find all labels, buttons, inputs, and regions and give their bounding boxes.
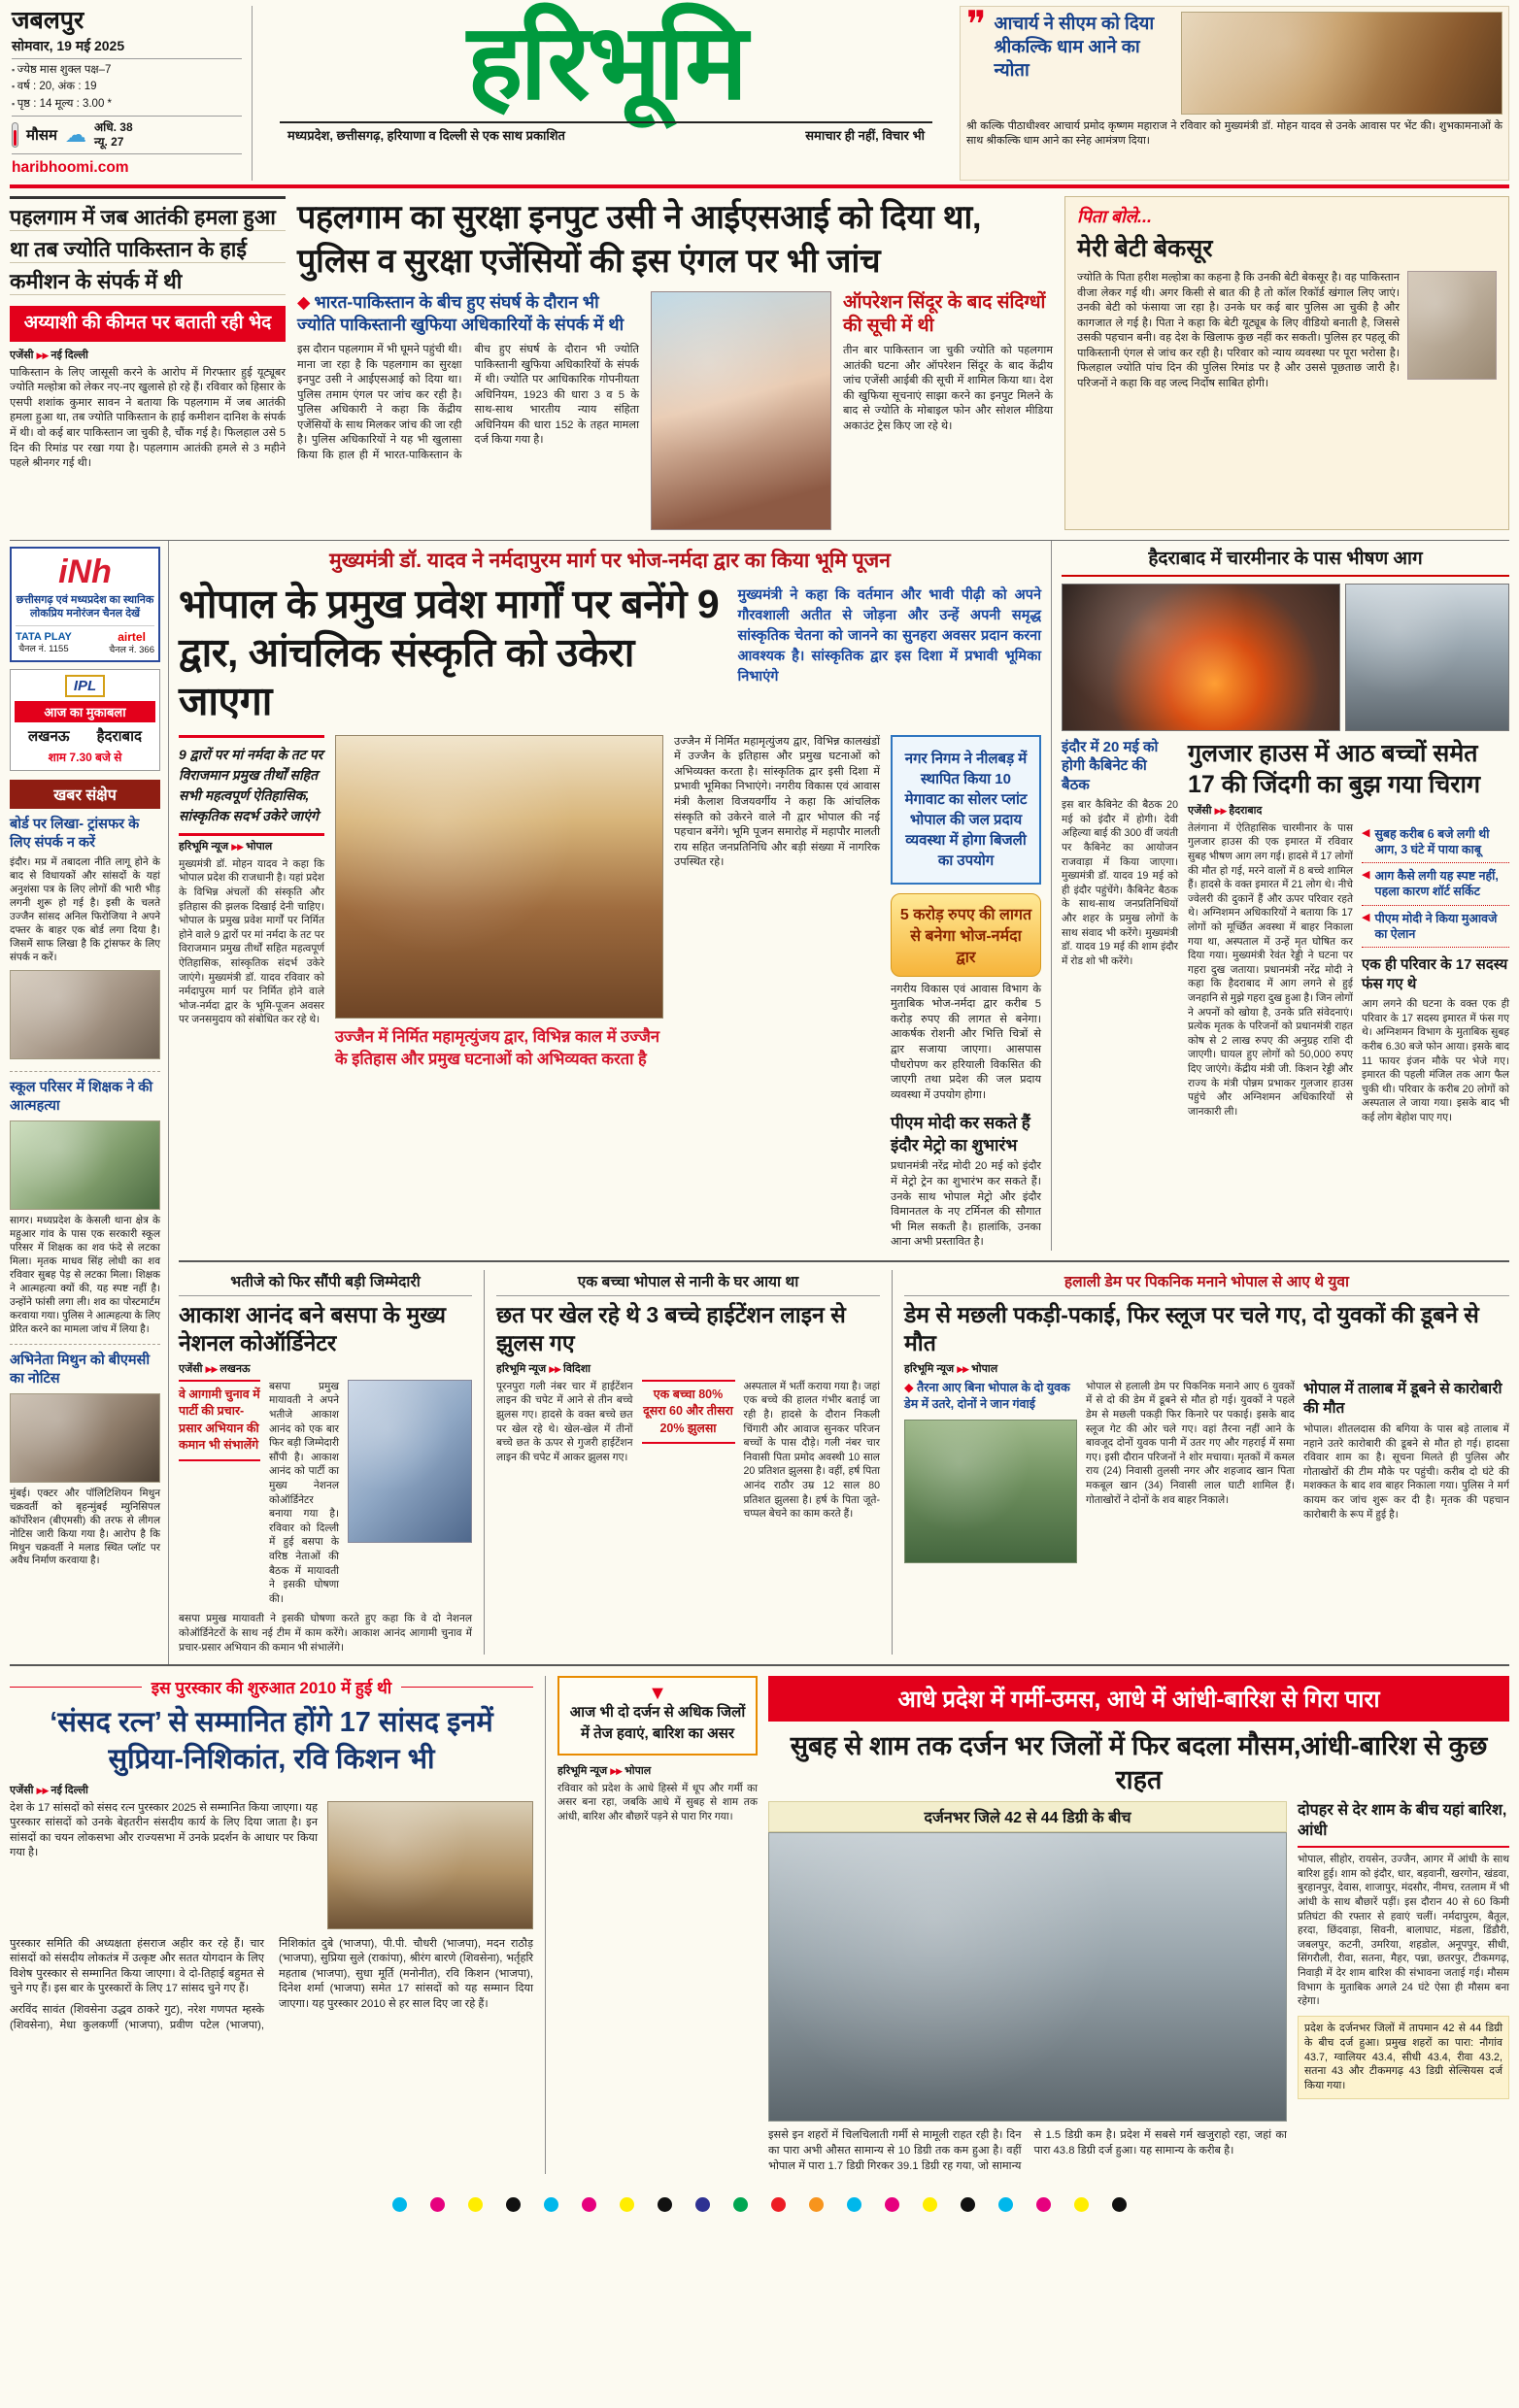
- registration-dot: [1112, 2197, 1127, 2212]
- dam-callout-photo-col: [904, 1380, 1077, 1563]
- fire-story-main: [1188, 738, 1509, 1125]
- lead-content-row: [297, 291, 1053, 530]
- byline-place: भोपाल: [624, 1764, 652, 1777]
- story-kicker: एक बच्चा भोपाल से नानी के घर आया था: [496, 1270, 880, 1296]
- fire-point-text: पीएम मोदी ने किया मुआवजे का ऐलान: [1374, 911, 1498, 941]
- byline-arrow-icon: [954, 1363, 971, 1375]
- rescue-boat-photo: [904, 1420, 1077, 1563]
- weather-temps: [94, 120, 133, 150]
- gates-and-fire-row: [179, 541, 1509, 1262]
- mayawati-akash-photo: [348, 1380, 472, 1543]
- children-body-2: अस्पताल में भर्ती कराया गया है। जहां एक बच्चे की हालत गंभीर बताई जा रही है। हादसे के दौरान निकली चिंगारी और आवाज सुनकर परिजन बच्चों के पास दौड़े। गली नंबर चार निवासी पिता प्रमोद अवस्थी 10 साल 20 प्रतिशत झुलसा है। वहीं, हर्ष पिता आनंद राठौर उम्र 12 साल 80 प्रतिशत झुलसा है। हर्ष के पिता जूते-चप्पल बेचने का काम करते हैं।: [743, 1380, 880, 1521]
- weather-photo-caption: दर्जनभर जिले 42 से 44 डिग्री के बीच: [768, 1801, 1287, 1832]
- byline-place: लखनऊ: [219, 1362, 251, 1375]
- brief-body: सागर। मध्यप्रदेश के केसली थाना क्षेत्र के महुआर गांव के पास एक सरकारी स्कूल परिसर में शिक्षक का शव फंदे से लटका मिला। मृतक माधव सिंह लोधी का शव रविवार सुबह पेड़ से लटका मिला। शिक्षक ने आत्महत्या क्यों की, यह स्पष्ट नहीं है। उन्होंने फांसी लगा ली। शव का पोस्टमार्टम करवाया गया। पुलिस ने आत्महत्या के लिए प्रेरित करने का मामला जांच में लिया है।: [10, 1216, 160, 1335]
- fire-byline: [1188, 803, 1509, 818]
- dam-callout: [904, 1380, 1077, 1414]
- bhopal-gates-story: [179, 541, 1051, 1251]
- lead-center-column: [297, 196, 1053, 530]
- story-content-row: [904, 1380, 1509, 1563]
- lead-photo-jyoti: [651, 291, 831, 530]
- weather-widget: [12, 117, 242, 154]
- airtel-channel: [109, 630, 154, 655]
- byline-agency: एजेंसी: [10, 349, 34, 361]
- akash-anand-story: [179, 1270, 472, 1655]
- lead-subhead-column: [297, 291, 639, 530]
- solar-plant-callout: नगर निगम ने नीलबड़ में स्थापित किया 10 मेगावाट का सोलर प्लांट भोपाल की जल प्रदाय व्यवस्था में होगा बिजली का उपयोग: [891, 735, 1041, 885]
- ear-photo-caption: श्री कल्कि पीठाधीश्वर आचार्य प्रमोद कृष्णम महाराज ने रविवार को मुख्यमंत्री डॉ. मोहन यादव से उनके आवास पर भेंट की। शुभकामनाओं के साथ श्रीकल्कि धाम आने का स्नेह आमंत्रण दिया।: [966, 120, 1502, 147]
- brief-title: स्कूल परिसर में शिक्षक ने की आत्महत्या: [10, 1079, 153, 1114]
- tata-play-channel: [16, 631, 72, 655]
- byline-agency: एजेंसी: [179, 1362, 203, 1375]
- dam-body: भोपाल से हलाली डेम पर पिकनिक मनाने आए 6 युवकों में से दो की डेम में डूबने से मौत हो गई। युवकों ने पहले डेम से मछली पकड़ी फिर किनारे पर पकाई। इसके बाद स्लूज गेट की ओर चले गए। वहां तैरना नहीं आने के बावजूद दोनों युवक पानी में उतर गए और गहराई में समा गए। इसी दौरान परिजनों ने शोर मचाया। मृतकों में कमल राय (24) निवासी तुलसी नगर और शहजाद खान पिता मकबूल खान (34) निवासी लाल घाटी शामिल हैं। गोताखोरों ने दोनों के शव बाहर निकाले।: [1086, 1380, 1295, 1506]
- fire-point: [1362, 863, 1509, 906]
- byline-place: भोपाल: [971, 1362, 998, 1375]
- website-url: haribhoomi.com: [12, 158, 129, 176]
- cost-box-body: नगरीय विकास एवं आवास विभाग के मुताबिक भोज-नर्मदा द्वार करीब 5 करोड़ रुपए की लागत से बनेगा। आकर्षक रोशनी और भित्ति चित्रों से द्वार सजाया जाएगा। आसपास पौधरोपण कर हरियाली विकसित की जाएगी तथा प्रदेश की जल प्रदाय व्यवस्था में उपयोग होगा।: [891, 983, 1041, 1101]
- registration-dot: [961, 2197, 975, 2212]
- edition-city: जबलपुर: [12, 7, 84, 34]
- metro-subhead: पीएम मोदी कर सकते हैं इंदौर मेट्रो का शुभारंभ: [891, 1114, 1030, 1155]
- ops-sindoor-body: तीन बार पाकिस्तान जा चुकी ज्योति को पहलगाम आतंकी घटना और ऑपरेशन सिंदूर के बाद केंद्रीय जांच एजेंसी आईबी की सूची में शामिल किया था। देश की खुफिया सूचनाएं साझा करने का इनपुट मिलने के बाद से ज्योति के मोबाइल फोन और सोशल मीडिया अकाउंट ट्रेस किए जा रहे थे।: [843, 345, 1053, 432]
- father-photo: [1407, 271, 1497, 380]
- weather-body-1: रविवार को प्रदेश के आधे हिस्से में धूप और गर्मी का असर बना रहा, जबकि आधे में सुबह से शाम तक आंधी, बारिश और बौछारें पड़ने से पारा गिर गया।: [557, 1782, 758, 1823]
- left-rail: [10, 541, 169, 1665]
- masthead-center: [262, 3, 950, 181]
- sansad-ratna-story: [10, 1676, 546, 2174]
- weather-alert-text: आज भी दो दर्जन से अधिक जिलों में तेज हवाएं, बारिश का असर: [569, 1704, 746, 1743]
- brief-title: अभिनेता मिथुन को बीएमसी का नोटिस: [10, 1352, 151, 1387]
- father-kicker: पिता बोले...: [1077, 206, 1152, 226]
- lead-subhead: [297, 291, 639, 337]
- byline-place: नई दिल्ली: [51, 1784, 88, 1796]
- thermometer-icon: [12, 122, 18, 148]
- registration-dot: [1036, 2197, 1051, 2212]
- fire-side-column: [1362, 821, 1509, 1125]
- story-headline: आकाश आनंद बने बसपा के मुख्य नेशनल कोऑर्डिनेटर: [179, 1301, 447, 1356]
- registration-dot: [771, 2197, 786, 2212]
- middle-band: [10, 541, 1509, 1667]
- tagline-publications: मध्यप्रदेश, छत्तीसगढ़, हरियाणा व दिल्ली से एक साथ प्रकाशित: [287, 127, 565, 143]
- ipl-team-1: लखनऊ: [28, 728, 70, 746]
- temperature-stats: प्रदेश के दर्जनभर जिलों में तापमान 42 से 44 डिग्री के बीच दर्ज हुआ। प्रमुख शहरों का पारा: नौगांव 43.7, ग्वालियर 43.4, सीधी 43.4, रीवा 43.2, सतना 43 और टीकमगढ़ 43 डिग्री सेल्सियस दर्ज किया गया।: [1298, 2016, 1509, 2099]
- weather-photo-block: [768, 1801, 1287, 2174]
- byline-place: भोपाल: [246, 840, 273, 853]
- fire-point: [1362, 821, 1509, 864]
- gates-headline: भोपाल के प्रमुख प्रवेश मार्गों पर बनेंगे 9 द्वार, आंचलिक संस्कृति को उकेरा जाएगा: [179, 581, 720, 723]
- sansad-kicker: [10, 1676, 533, 1698]
- registration-dot: [658, 2197, 672, 2212]
- fire-content-row: [1062, 738, 1509, 1125]
- edition-detail-line: ▪ वर्ष : 20, अंक : 19: [12, 79, 242, 96]
- byline-place: हैदराबाद: [1229, 804, 1263, 817]
- story-byline: [904, 1361, 1509, 1376]
- brief-body: इंदौर। मप्र में तबादला नीति लागू होने के बाद से विधायकों और सांसदों के यहां अनुशंसा पत्र के लिए लोगों की भारी भीड़ लगनी शुरू हो गई है। इसी के चलते उज्जैन सांसद अनिल फिरोजिया ने अपने दफ्तर के बाहर एक बोर्ड लगा दिया है। जिसमें साफ लिखा है कि ट्रांसफर के लिए संपर्क न करें।: [10, 857, 160, 963]
- children-body-1: पूरनपुरा गली नंबर चार में हाईटेंशन लाइन की चपेट में आने से तीन बच्चे झुलस गए। हादसे के वक्त बच्चे छत पर खेल रहे थे। खेल-खेल में तीनों बच्चे छत के ऊपर से गुजरी हाईटेंशन लाइन की चपेट में आकर झुलस गए।: [496, 1380, 633, 1463]
- weather-right-col: [1298, 1801, 1509, 2174]
- cabinet-brief-body: इस बार कैबिनेट की बैठक 20 मई को इंदौर में होगी। देवी अहिल्या बाई की 300 वीं जयंती पर कैबिनेट का आयोजन राजवाड़ा में किया जाएगा। मुख्यमंत्री डॉ. यादव 19 मई को ही इंदौर पहुंचेंगे। कैबिनेट बैठक के साथ-साथ जनप्रतिनिधियों और शहर के प्रमुख लोगों के साथ संवाद भी करेंगे। मुख्यमंत्री डॉ. यादव 19 मई की शाम इंदौर में रोड शो भी करेंगे।: [1062, 799, 1178, 967]
- story-headline: डेम से मछली पकड़ी-पकाई, फिर स्लूज पर चले गए, दो युवकों की डूबने से मौत: [904, 1301, 1479, 1356]
- gates-body-column: [674, 735, 880, 1251]
- registration-dot: [695, 2197, 710, 2212]
- edition-details: [12, 59, 242, 117]
- weather-byline: [557, 1763, 758, 1778]
- fire-family-subhead: एक ही परिवार के 17 सदस्य फंस गए थे: [1362, 956, 1508, 992]
- gates-intro: मुख्यमंत्री ने कहा कि वर्तमान और भावी पीढ़ी को अपने गौरवशाली अतीत से जोड़ना और उन्हें अपनी समृद्ध सांस्कृतिक चेतना को जानने का सुनहरा अवसर प्रदान करना आवश्यक है। सांस्कृतिक द्वार इस दिशा में प्रभावी भूमिका निभाएंगे: [737, 586, 1041, 685]
- lead-body-1: पाकिस्तान के लिए जासूसी करने के आरोप में गिरफ्तार हुई यूट्यूबर ज्योति मल्होत्रा को लेकर नए-नए खुलासे हो रहे हैं। रविवार को हिसार के एसपी शशांक कुमार सावन ने बताया कि पहलगाम में जब आतंकी हमला हुआ था, तब ज्योति पाकिस्तान के हाई कमीशन दानिश के संपर्क में थी। वो कई बार पाकिस्तान जा चुकी है, चौंक गई है। फिलहाल उसे 5 दिन की रिमांड पर रखा गया है। पहलगाम आतंकी हमले से 3 महीने पहले श्रीनगर गई थी।: [10, 366, 286, 470]
- sansad-headline: ‘संसद रत्न’ से सम्मानित होंगे 17 सांसद इनमें सुप्रिया-निशिकांत, रवि किशन भी: [50, 1707, 493, 1775]
- diamond-bullet-icon: ◆: [904, 1380, 918, 1394]
- registration-dot: [430, 2197, 445, 2212]
- byline-agency: हरिभूमि न्यूज: [904, 1362, 955, 1375]
- sansad-mp-names: अरविंद सावंत (शिवसेना उद्धव ठाकरे गुट), नरेश गणपत म्हस्के (शिवसेना), मेधा कुलकर्णी (भाजपा), प्रवीण पटेल (भाजपा), निशिकांत दुबे (भाजपा), पी.पी. चौधरी (भाजपा), मदन राठौड़ (भाजपा), सुप्रिया सुले (राकांपा), श्रीरंग बारणे (शिवसेना), भर्तृहरि महताब (भाजपा), सुधा मूर्ति (मनोनीत), रवि किशन (भाजपा), दिनेश शर्मा (भाजपा) समेत 17 सांसदों को यह सम्मान दिया जाएगा। यह पुरस्कार 2010 से हर साल दिए जा रहे हैं।: [10, 1937, 533, 2031]
- story-callout-col: [179, 1380, 260, 1607]
- registration-dot: [998, 2197, 1013, 2212]
- lead-body-2: इस दौरान पहलगाम में भी घूमने पहुंची थी। माना जा रहा है कि पहलगाम का सुरक्षा इनपुट उसी ने आईएसआई को दिया था। पुलिस तमाम एंगल पर जांच कर रही है। पुलिस अधिकारी ने कहा कि केंद्रीय एजेंसियों के साथ मिलकर जांच की जा रही है। पुलिस अधिकारियों ने यह भी खुलासा किया कि हाल ही में भारत-पाकिस्तान के बीच हुए संघर्ष के दौरान भी ज्योति पाकिस्तानी खुफिया अधिकारियों के संपर्क में थी। ज्योति पर आधिकारिक गोपनीयता अधिनियम, 1923 की धारा 3 व 5 के साथ-साथ भारतीय न्याय संहिता अधिनियम की धारा 152 के तहत मामला दर्ज किया गया है।: [297, 343, 639, 461]
- fire-point-text: सुबह करीब 6 बजे लगी थी आग, 3 घंटे में पाया काबू: [1374, 826, 1490, 856]
- gates-right-column: [891, 735, 1041, 1251]
- father-statement-box: [1064, 196, 1509, 530]
- fire-family-body: आग लगने की घटना के वक्त एक ही परिवार के 17 सदस्य इमारत में फंस गए थे। अग्निशमन विभाग के मुताबिक सुबह करीब 6.30 बजे फोन आया। इसके बाद 11 फायर इंजन मौके पर भेजे गए। इमारत की पहली मंजिल तक आग फैल चुकी थी। परिवार के करीब 20 लोगों को अस्पताल ले जाया गया। इसके बाद भी कई लोग बेहोश पाए गए।: [1362, 998, 1509, 1124]
- registration-dot: [544, 2197, 558, 2212]
- pond-substory-col: [1303, 1380, 1509, 1563]
- weather-banner: आधे प्रदेश में गर्मी-उमस, आधे में आंधी-बारिश से गिरा पारा: [768, 1676, 1509, 1722]
- lead-subhead-text: भारत-पाकिस्तान के बीच हुए संघर्ष के दौरान भी ज्योति पाकिस्तानी खुफिया अधिकारियों के संपर्क में थी: [297, 291, 624, 335]
- airtel-logo: airtel: [118, 630, 146, 645]
- ops-sindoor-column: [843, 291, 1053, 530]
- gates-red-subhead: उज्जैन में निर्मित महामृत्युंजय द्वार, विभिन्न काल में उज्जैन के इतिहास और प्रमुख घटनाओं को अभिव्यक्त करता है: [335, 1027, 660, 1068]
- pond-substory-title: भोपाल में तालाब में डूबने से कारोबारी की मौत: [1303, 1380, 1502, 1417]
- byline-place: नई दिल्ली: [51, 349, 88, 361]
- edition-detail-line: ▪ ज्येष्ठ मास शुक्ल पक्ष–7: [12, 62, 242, 80]
- fire-headline: गुलजार हाउस में आठ बच्चों समेत 17 की जिंदगी का बुझ गया चिराग: [1188, 739, 1481, 798]
- lead-left-column: [10, 196, 286, 530]
- bottom-band: [10, 1666, 1509, 2182]
- fire-photo: [1062, 584, 1340, 731]
- dam-callout-text: तैरना आए बिना भोपाल के दो युवक डेम में उतरे, दोनों ने जान गंवाई: [904, 1380, 1070, 1412]
- registration-dot: [1074, 2197, 1089, 2212]
- left-arrow-icon: ◀: [1362, 869, 1370, 882]
- byline-arrow-icon: [546, 1363, 563, 1375]
- lead-red-box-title: अय्याशी की कीमत पर बताती रही भेद: [10, 306, 286, 342]
- tata-play-logo: TATA PLAY: [16, 630, 72, 643]
- weather-content-row: [768, 1801, 1509, 2174]
- gates-callout-column: [179, 735, 324, 1251]
- edition-date: सोमवार, 19 मई 2025: [12, 35, 242, 59]
- gates-body-1: मुख्यमंत्री डॉ. मोहन यादव ने कहा कि भोपाल प्रदेश की राजधानी है। यहां प्रदेश के विभिन्न अंचलों की संस्कृति और इतिहास की झलक दिखाई देनी चाहिए। भोपाल के प्रमुख प्रवेश मार्गों पर निर्मित होने वाले 9 द्वारों पर मां नर्मदा के तट पर विराजमान प्रमुख तीर्थों सहित महत्वपूर्ण ऐतिहासिक, सांस्कृतिक संदर्भ उकेरे जाएंगे। मुख्यमंत्री डॉ. यादव रविवार को नर्मदापुरम मार्ग पर निर्मित होने वाले भोज-नर्मदा द्वार के भूमि-पूजन अवसर पर जनसमुदाय को संबोधित कर रहे थे।: [179, 857, 324, 1026]
- gates-kicker: मुख्यमंत्री डॉ. यादव ने नर्मदापुरम मार्ग पर भोज-नर्मदा द्वार का किया भूमि पूजन: [329, 549, 891, 572]
- metro-body: प्रधानमंत्री नरेंद्र मोदी 20 मई को इंदौर में मेट्रो ट्रेन का शुभारंभ कर सकते हैं। उनके साथ भोपाल मेट्रो और इंदौर विमानतल के नए टर्मिनल की सौगात भी मिल सकती है। हालांकि, उनका आना अभी प्रस्तावित है।: [891, 1160, 1041, 1249]
- byline-arrow-icon: [1212, 805, 1230, 817]
- registration-dot: [468, 2197, 483, 2212]
- father-body: ज्योति के पिता हरीश मल्होत्रा का कहना है कि उनकी बेटी बेकसूर है। वह पाकिस्तान वीजा लेकर गई थी। अगर किसी से बात की है तो कॉल रिकॉर्ड खंगाल लिए जाएं। उनकी बेटी को फंसाया जा रहा है। उनके घर कई बार पुलिस आ चुकी है और कागजात ले गई है। पिता ने कहा कि बेटी यूट्यूब के लिए वीडियो बनाती है, जिससे उसकी पहचान बनी। वह देश के खिलाफ कुछ नहीं कर सकती। पुलिस हर पहलू की पाकिस्तानी एंगल से जांच कर रही है। परिवार को न्याय व्यवस्था पर पूरा भरोसा है। फिलहाल ज्योति पांच दिन की पुलिस रिमांड पर है और उससे पूछताछ जारी है। परिजनों ने कहा कि वह जल्द निर्दोष साबित होगी।: [1077, 271, 1400, 389]
- ops-sindoor-title: ऑपरेशन सिंदूर के बाद संदिग्धों की सूची में थी: [843, 291, 1046, 337]
- sansad-byline: [10, 1783, 533, 1797]
- byline-arrow-icon: [607, 1765, 624, 1777]
- sansad-kicker-text: इस पुरस्कार की शुरुआत 2010 में हुई थी: [151, 1679, 392, 1698]
- byline-agency: हरिभूमि न्यूज: [557, 1764, 608, 1777]
- rain-street-photo: [768, 1832, 1287, 2122]
- news-brief-mithun: [10, 1345, 160, 1576]
- story-byline: [179, 1361, 472, 1376]
- down-arrow-icon: ▼: [648, 1683, 667, 1705]
- cabinet-brief-title: इंदौर में 20 मई को होगी कैबिनेट की बैठक: [1062, 738, 1159, 793]
- masthead: [10, 3, 1509, 181]
- weather-top-row: [557, 1676, 1509, 2174]
- ipl-match-label: आज का मुकाबला: [15, 701, 155, 722]
- inh-ad-text: छत्तीसगढ़ एवं मध्यप्रदेश का स्थानिक लोकप्रिय मनोरंजन चैनल देखें: [16, 593, 154, 619]
- registration-dot: [392, 2197, 407, 2212]
- father-title: मेरी बेटी बेकसूर: [1077, 234, 1213, 262]
- brief-body: मुंबई। एक्टर और पॉलिटिशियन मिथुन चक्रवर्ती को बृहन्मुंबई म्युनिसिपल कॉर्पोरेशन (बीएमसी) की तरफ से लीगल नोटिस जारी किया गया है। आरोप है कि मिथुन चक्रवर्ती ने मलाड स्थित प्लॉट पर अवैध निर्माण करवाया है।: [10, 1488, 160, 1567]
- gates-byline: [179, 839, 324, 853]
- registration-dot: [620, 2197, 634, 2212]
- weather-main-col: [768, 1676, 1509, 2174]
- cost-highlight-box: 5 करोड़ रुपए की लागत से बनेगा भोज-नर्मदा द्वार: [891, 893, 1041, 977]
- masthead-taglines: [280, 121, 932, 144]
- brief-photo-school: [10, 1120, 160, 1210]
- weather-headline: सुबह से शाम तक दर्जन भर जिलों में फिर बदला मौसम,आंधी-बारिश से कुछ राहत: [790, 1731, 1488, 1795]
- fire-photos-row: [1062, 584, 1509, 731]
- channel-numbers: [16, 625, 154, 655]
- fire-point: [1362, 906, 1509, 949]
- gates-content-grid: [179, 735, 1041, 1251]
- parliament-photo: [327, 1801, 533, 1929]
- rain-areas-title: दोपहर से देर शाम के बीच यहां बारिश, आंधी: [1298, 1801, 1509, 1848]
- charminar-photo: [1345, 584, 1509, 731]
- fire-point-text: आग कैसे लगी यह स्पष्ट नहीं, पहला कारण शॉर्ट सर्किट: [1374, 869, 1499, 899]
- brief-title: बोर्ड पर लिखा- ट्रांसफर के लिए संपर्क न करें: [10, 817, 140, 852]
- ipl-teams: [15, 726, 155, 746]
- registration-dot: [582, 2197, 596, 2212]
- lead-headline: पहलगाम का सुरक्षा इनपुट उसी ने आईएसआई को दिया था, पुलिस व सुरक्षा एजेंसियों की इस एंगल पर भी जांच: [297, 198, 982, 280]
- byline-agency: हरिभूमि न्यूज: [496, 1362, 547, 1375]
- ipl-team-2: हैदराबाद: [96, 728, 142, 746]
- registration-dot: [809, 2197, 824, 2212]
- tagline-slogan: समाचार ही नहीं, विचार भी: [805, 127, 925, 143]
- airtel-channel-number: चैनल नं. 366: [109, 644, 154, 655]
- fire-body-row: [1188, 821, 1509, 1125]
- dam-drowning-story: [892, 1270, 1509, 1655]
- registration-dot: [923, 2197, 937, 2212]
- brief-photo-mp: [10, 970, 160, 1059]
- story-kicker: हलाली डेम पर पिकनिक मनाने भोपाल से आए थे युवा: [904, 1270, 1509, 1296]
- rain-areas-body: भोपाल, सीहोर, रायसेन, उज्जैन, आगर में आंधी के साथ बारिश हुई। शाम को इंदौर, धार, बड़वानी, खरगोन, खंडवा, बुरहानपुर, देवास, शाजापुर, मंदसौर, नीमच, रतलाम में भी आंधी के साथ बौछारें पड़ीं। इस दौरान 40 से 60 किमी प्रतिघंटा की रफ्तार से हवाएं चलीं। नर्मदापुरम, बैतूल, हरदा, छिंदवाड़ा, सिवनी, बालाघाट, मंडला, डिंडौरी, जबलपुर, कटनी, उमरिया, शहडोल, अनूपपुर, सीधी, सिंगरौली, रीवा, सतना, मैहर, पन्ना, छतरपुर, टीकमगढ़, निवाड़ी में देर शाम बारिश की संभावना जताई गई। मौसम विभाग के मुताबिक अगले 24 घंटे ऐसा ही मौसम बना रहेगा।: [1298, 1854, 1509, 2008]
- ear-photo: [1181, 12, 1502, 115]
- story-content-row: [179, 1380, 472, 1607]
- story-byline: [496, 1361, 880, 1376]
- lead-byline: [10, 348, 286, 362]
- left-arrow-icon: ◀: [1362, 826, 1370, 839]
- inh-channel-ad: [10, 547, 160, 662]
- lead-story-band: [10, 188, 1509, 541]
- gates-body-2: उज्जैन में निर्मित महामृत्युंजय द्वार, विभिन्न कालखंडों में उज्जैन के इतिहास और प्रमुख घटनाओं को अभिव्यक्त करता है। सांस्कृतिक द्वार इसी दिशा में प्रभावी भूमिका निभाएंगे। नगरीय विकास एवं आवास मंत्री कैलाश विजयवर्गीय ने कहा कि आंचलिक संस्कृति को उकेरने वाले नौ द्वार भोपाल की नई पहचान बनेंगे। भूमि पूजन समारोह में महापौर मालती राय सहित जनप्रतिनिधि और बड़ी संख्या में नागरिक उपस्थित रहे।: [674, 735, 880, 869]
- registration-dot: [847, 2197, 861, 2212]
- weather-label: मौसम: [26, 126, 57, 144]
- indore-cabinet-brief: [1062, 738, 1178, 1125]
- fire-body: तेलंगाना में ऐतिहासिक चारमीनार के पास गुलजार हाउस की एक इमारत में रविवार सुबह भीषण आग लग गई। हादसे में 17 लोगों की मौत हो गई, मरने वालों में 8 बच्चे शामिल हैं। हादसे के वक्त इमारत में 21 लोग थे। नीचे ज्वेलरी की दुकानें हैं और ऊपर परिवार रहते थे। अग्निशमन अधिकारियों ने बताया कि 17 लोगों को मूर्च्छित अवस्था में बाहर निकाला गया था, अस्पताल में उन्हें मृत घोषित कर दिया गया। मुख्यमंत्री रेवंत रेड्डी ने घटना पर गहरा दुख जताया। प्रधानमंत्री नरेंद्र मोदी ने कहा कि हैदराबाद में आग लगने से हुई जनहानि से मुझे गहरा दुख हुआ है। जिन लोगों ने अपनों को खोया है, उनके प्रति संवेदनाएं। प्रत्येक मृतक के परिजनों को प्रधानमंत्री राहत कोष से 2 लाख रुपए की अनुग्रह राशि दी जाएगी। घायल हुए लोगों को 50,000 रुपए दिए जाएंगे। केंद्रीय मंत्री जी. किशन रेड्डी और राज्य के मंत्री पोन्नम प्रभाकर गुलजार हाउस पहुंचे और अग्निशमन अधिकारियों से जानकारी ली।: [1188, 821, 1353, 1118]
- registration-dot: [885, 2197, 899, 2212]
- weather-story: [557, 1676, 1509, 2174]
- story-callout-col: [642, 1380, 735, 1522]
- temp-low: न्यू. 27: [93, 134, 124, 149]
- temp-high: अधि. 38: [93, 119, 133, 134]
- ipl-match-box: [10, 669, 160, 771]
- middle-main-area: [169, 541, 1509, 1665]
- sansad-body-1: देश के 17 सांसदों को संसद रत्न पुरस्कार 2025 से सम्मानित किया जाएगा। यह पुरस्कार सांसदों को उनके बेहतरीन संसदीय कार्य के लिए दिया जाता है। इन सांसदों का चयन लोकसभा और राज्यसभा में उनके प्रदर्शन के आधार पर किया गया है।: [10, 1801, 318, 1859]
- brief-photo-mithun: [10, 1393, 160, 1483]
- edition-detail-line: ▪ पृष्ठ : 14 मूल्य : 3.00 *: [12, 96, 242, 114]
- lead-pull-quote: पहलगाम में जब आतंकी हमला हुआ था तब ज्योति पाकिस्तान के हाई कमीशन के संपर्क में थी: [10, 196, 286, 298]
- akash-callout: वे आगामी चुनाव में पार्टी की प्रचार-प्रसार अभियान की कमान भी संभालेंगे: [179, 1380, 260, 1461]
- weather-left-col: [557, 1676, 758, 2174]
- masthead-ear-story: [960, 3, 1509, 181]
- ipl-logo: IPL: [65, 675, 105, 697]
- story-headline: छत पर खेल रहे थे 3 बच्चे हाईटेंशन लाइन से झुलस गए: [496, 1301, 846, 1356]
- newspaper-logo: हरिभूमि: [467, 3, 745, 120]
- byline-arrow-icon: [228, 841, 246, 853]
- news-brief-teacher: [10, 1072, 160, 1345]
- byline-arrow-icon: [203, 1363, 220, 1375]
- left-arrow-icon: ◀: [1362, 911, 1370, 923]
- registration-marks: [10, 2182, 1509, 2224]
- three-story-row: [179, 1262, 1509, 1664]
- hyderabad-fire-story: [1051, 541, 1509, 1251]
- fire-kicker: हैदराबाद में चारमीनार के पास भीषण आग: [1062, 545, 1509, 577]
- byline-agency: एजेंसी: [1188, 804, 1212, 817]
- byline-agency: एजेंसी: [10, 1784, 34, 1796]
- sansad-columns: [10, 1937, 533, 2033]
- registration-dot: [506, 2197, 521, 2212]
- masthead-info-panel: [10, 6, 253, 181]
- ipl-match-time: शाम 7.30 बजे से: [48, 751, 122, 765]
- gates-bhumi-pujan-photo: [335, 735, 663, 1019]
- ear-headline: आचार्य ने सीएम को दिया श्रीकल्कि धाम आने का न्योता: [994, 13, 1155, 81]
- byline-arrow-icon: [34, 350, 51, 361]
- ear-top: [966, 3, 1502, 115]
- gates-left-callout: 9 द्वारों पर मां नर्मदा के तट पर विराजमान प्रमुख तीर्थों सहित सभी महत्वपूर्ण ऐतिहासिक, सांस्कृतिक सदर्भ उकेरे जाएंगे: [179, 735, 324, 836]
- tata-channel-number: चैनल नं. 1155: [18, 644, 69, 655]
- sansad-content-row: [10, 1801, 533, 1929]
- registration-dot: [733, 2197, 748, 2212]
- akash-body-1: बसपा प्रमुख मायावती ने अपने भतीजे आकाश आनंद को एक बार फिर बड़ी जिम्मेदारी सौंपी है। आकाश आनंद को पार्टी का मुख्य नेशनल कोऑर्डिनेटर बनाया गया है। रविवार को दिल्ली में हुई बसपा के वरिष्ठ नेताओं की बैठक में मायावती ने इसकी घोषणा की।: [269, 1380, 339, 1605]
- pond-substory-body: भोपाल। शीतलदास की बगिया के पास बड़े तालाब में नहाने उतरे कारोबारी की डूबने से मौत हो गई। हादसा रविवार शाम का है। सूचना मिलते ही पुलिस और गोताखोरों की टीम मौके पर पहुंची। करीब दो घंटे की मशक्कत के बाद शव बाहर निकाला गया। पुलिस ने मर्ग कायम कर जांच शुरू कर दी है। मृतक की पहचान कारोबारी के रूप में हुई है।: [1303, 1422, 1509, 1521]
- news-brief-transfer: [10, 809, 160, 1072]
- children-callout: एक बच्चा 80% दूसरा 60 और तीसरा 20% झुलसा: [642, 1380, 735, 1445]
- sansad-body-2: पुरस्कार समिति की अध्यक्षता हंसराज अहीर कर रहे हैं। चार सांसदों को संसदीय लोकतंत्र में उत्कृष्ट और सतत योगदान के लिए विशेष पुरस्कार से सम्मानित किया जाएगा। वे दो-तिहाई बहुमत से चुने गए हैं। इस बार के पुरस्कारों के लिए 17 सांसद चुने गए हैं।: [10, 1937, 264, 1995]
- byline-place: विदिशा: [563, 1362, 591, 1375]
- children-burn-story: [484, 1270, 880, 1655]
- story-kicker: भतीजे को फिर सौंपी बड़ी जिम्मेदारी: [179, 1270, 472, 1296]
- gates-photo-column: [335, 735, 663, 1251]
- story-content-row: [496, 1380, 880, 1522]
- diamond-bullet-icon: ◆: [297, 291, 311, 312]
- news-briefs-header: खबर संक्षेप: [10, 780, 160, 809]
- weather-body-2: इससे इन शहरों में चिलचिलाती गर्मी से मामूली राहत रही है। दिन का पारा अभी औसत सामान्य से 10 डिग्री तक कम हुआ है। वहीं भोपाल में पारा 1.7 डिग्री गिरकर 39.1 डिग्री रह गया, जो सामान्य से 1.5 डिग्री कम है। प्रदेश में सबसे गर्म खजुराहो रहा, जहां का पारा 43.8 डिग्री दर्ज हुआ। यह सामान्य के करीब है।: [768, 2129, 1287, 2172]
- inh-logo: iNh: [58, 552, 112, 590]
- byline-agency: हरिभूमि न्यूज: [179, 840, 229, 853]
- gates-headline-row: [179, 580, 1041, 725]
- byline-arrow-icon: [34, 1785, 51, 1796]
- cloud-icon: ☁: [64, 121, 86, 147]
- akash-body-2: बसपा प्रमुख मायावती ने इसकी घोषणा करते हुए कहा कि वे दो नेशनल कोऑर्डिनेटरों के साथ नई टीम में काम करेंगे। आकाश आनंद आगामी चुनाव में प्रचार-प्रसार अभियान की कमान भी संभालेंगे।: [179, 1613, 472, 1654]
- weather-alert-box: [557, 1676, 758, 1756]
- quote-icon: ❞: [966, 3, 987, 46]
